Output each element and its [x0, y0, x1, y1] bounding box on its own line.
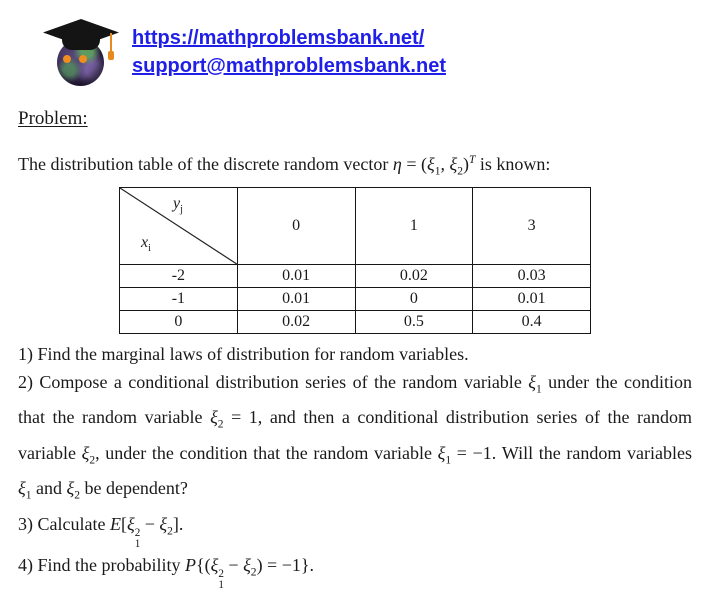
graduation-cap-icon: [43, 19, 119, 46]
xi-var: ξ: [126, 513, 135, 534]
xi-var: ξ: [210, 554, 219, 575]
xi-var: ξ: [210, 407, 218, 428]
questions-block: [18, 340, 692, 592]
table-cell: 0.01: [237, 264, 355, 287]
sub-index: i: [148, 243, 151, 255]
tassel-icon: [110, 33, 112, 53]
header-links: [132, 24, 446, 80]
text-segment: 2) Compose a conditional distribution series of the random variable: [18, 371, 529, 392]
table-cell: 0.03: [473, 264, 591, 287]
sub-index: 1: [535, 383, 542, 396]
transpose-T: T: [468, 154, 476, 166]
sub-index: 1: [445, 454, 452, 467]
col-header: 1: [355, 187, 473, 264]
xi-var: ξ: [243, 554, 251, 575]
table-cell: 0.5: [355, 310, 473, 333]
row-label: -2: [120, 264, 238, 287]
infinity-icon: [63, 55, 97, 72]
mathproblemsbank-logo: [40, 12, 122, 94]
xi-var: ξ: [426, 154, 435, 174]
sub-index: 1: [134, 538, 141, 551]
xi-var: ξ: [449, 154, 458, 174]
text-segment: {(: [195, 554, 211, 575]
text-segment: ,: [440, 154, 450, 174]
table-cell: 0.01: [237, 287, 355, 310]
support-email-link[interactable]: support@mathproblemsbank.net: [132, 55, 446, 77]
sub-index: 2: [250, 566, 257, 579]
sub-index: 1: [434, 165, 441, 178]
question-2: [18, 368, 692, 510]
table-cell: 0: [355, 287, 473, 310]
question-4: [18, 551, 692, 592]
problem-heading: [18, 108, 692, 130]
sub-index: 1: [25, 489, 32, 502]
sub-index: 2: [457, 165, 463, 178]
xi-var: ξ: [66, 478, 75, 499]
text-segment: ].: [172, 513, 184, 534]
distribution-table: [119, 187, 591, 334]
sub-index: j: [180, 203, 183, 215]
sub-index: 2: [74, 489, 80, 502]
table-cell: 0.02: [355, 264, 473, 287]
col-header: 3: [473, 187, 591, 264]
infinity-left-loop: [63, 55, 71, 63]
question-1: 1) Find the marginal laws of distribution for random variables.: [18, 343, 469, 364]
text-segment: is known:: [475, 154, 551, 174]
text-segment: = 1, and then a conditional distribution series of the random variable: [18, 407, 692, 463]
table-cell: 0.4: [473, 310, 591, 333]
corner-cell: [120, 187, 238, 264]
sub-index: 2: [217, 418, 224, 431]
problem-heading-text: Problem:: [18, 108, 88, 129]
y-var: y: [173, 194, 181, 212]
row-label: 0: [120, 310, 238, 333]
text-segment: [: [120, 513, 127, 534]
sup-index: 2: [134, 526, 141, 539]
text-segment: = (: [401, 154, 427, 174]
sub-index: 2: [89, 454, 96, 467]
xi-var: ξ: [437, 442, 446, 463]
xi-var: ξ: [159, 513, 168, 534]
table-row: [120, 287, 591, 310]
site-header: [40, 12, 692, 98]
text-segment: be dependent?: [79, 478, 188, 499]
table-row: [120, 310, 591, 333]
row-label: -1: [120, 287, 238, 310]
text-segment: 3) Calculate: [18, 513, 110, 534]
xi-var: ξ: [81, 442, 90, 463]
sup-index: 2: [218, 567, 224, 580]
text-segment: ) = −1}.: [256, 554, 314, 575]
text-segment: , under the condition that the random variable: [95, 442, 438, 463]
col-header: 0: [237, 187, 355, 264]
col-var-label: [173, 195, 183, 215]
infinity-right-loop: [79, 55, 87, 63]
text-segment: and: [31, 478, 67, 499]
table-cell: 0.02: [237, 310, 355, 333]
text-segment: = −1. Will the random variables: [451, 442, 692, 463]
text-segment: −: [140, 513, 160, 534]
eta-var: η: [392, 154, 402, 174]
text-segment: ): [462, 154, 469, 174]
text-segment: The distribution table of the discrete random vector: [18, 154, 393, 174]
text-segment: −: [223, 554, 244, 575]
question-3: [18, 510, 692, 551]
xi-var: ξ: [18, 478, 26, 499]
table-row: [120, 264, 591, 287]
sub-index: 2: [167, 525, 173, 538]
sub-index: 1: [218, 579, 224, 592]
table-header-row: [120, 187, 591, 264]
intro-text: [18, 154, 692, 178]
text-segment: under the condition that the random variable: [18, 371, 693, 428]
xi-var: ξ: [528, 371, 536, 392]
table-cell: 0.01: [473, 287, 591, 310]
text-segment: 4) Find the probability: [18, 554, 185, 575]
x-var: x: [141, 234, 149, 252]
expectation-E: E: [109, 513, 121, 534]
probability-P: P: [184, 554, 196, 575]
site-url-link[interactable]: https://mathproblemsbank.net/: [132, 27, 425, 49]
row-var-label: [141, 234, 151, 254]
